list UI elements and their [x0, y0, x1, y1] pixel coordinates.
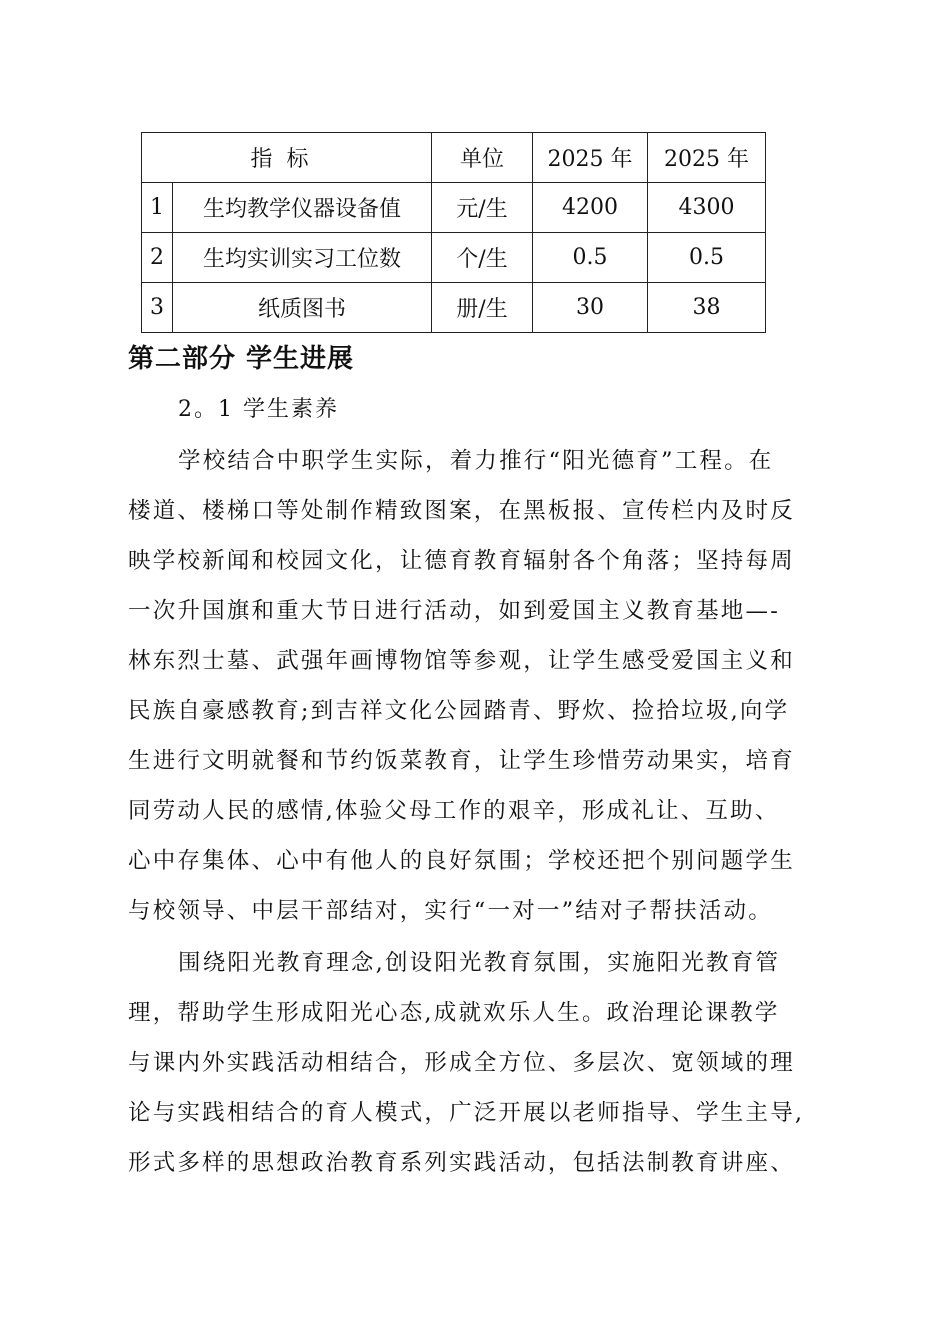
paragraph-1-line-9: 心中存集体、心中有他人的良好氛围；学校还把个别问题学生 — [128, 848, 795, 874]
row-value-2: 0.5 — [648, 233, 766, 283]
paragraph-1-line-8: 同劳动人民的感情,体验父母工作的艰辛，形成礼让、互助、 — [128, 798, 780, 824]
row-value-1: 30 — [533, 283, 648, 333]
table-row — [142, 183, 766, 233]
row-number: 1 — [142, 183, 173, 233]
row-unit: 个/生 — [432, 233, 533, 283]
paragraph-2-line-1: 围绕阳光教育理念,创设阳光教育氛围，实施阳光教育管 — [178, 950, 781, 976]
row-number: 2 — [142, 233, 173, 283]
table-row — [142, 233, 766, 283]
row-number: 3 — [142, 283, 173, 333]
paragraph-2-line-4: 论与实践相结合的育人模式，广泛开展以老师指导、学生主导, — [128, 1100, 805, 1126]
row-value-2: 38 — [648, 283, 766, 333]
paragraph-2-line-3: 与课内外实践活动相结合，形成全方位、多层次、宽领域的理 — [128, 1050, 795, 1076]
row-unit: 元/生 — [432, 183, 533, 233]
paragraph-1-line-5: 林东烈士墓、武强年画博物馆等参观，让学生感受爱国主义和 — [128, 648, 795, 674]
subsection-title: 2。1 学生素养 — [178, 397, 339, 422]
row-indicator-name: 生均实训实习工位数 — [173, 233, 432, 283]
row-value-1: 4200 — [533, 183, 648, 233]
row-value-2: 4300 — [648, 183, 766, 233]
paragraph-1-line-6: 民族自豪感教育;到吉祥文化公园踏青、野炊、捡拾垃圾,向学 — [128, 698, 790, 724]
paragraph-1-line-1: 学校结合中职学生实际，着力推行“阳光德育”工程。在 — [178, 448, 774, 474]
paragraph-1-line-2: 楼道、楼梯口等处制作精致图案，在黑板报、宣传栏内及时反 — [128, 498, 795, 524]
header-indicator: 指标 — [142, 133, 432, 183]
paragraph-1-line-7: 生进行文明就餐和节约饭菜教育，让学生珍惜劳动果实，培育 — [128, 748, 795, 774]
paragraph-2-line-2: 理，帮助学生形成阳光心态,成就欢乐人生。政治理论课教学 — [128, 1000, 780, 1026]
header-year-1: 2025 年 — [533, 133, 648, 183]
section-title: 第二部分 学生进展 — [128, 344, 355, 374]
header-unit: 单位 — [432, 133, 533, 183]
paragraph-1-line-3: 映学校新闻和校园文化，让德育教育辐射各个角落；坚持每周 — [128, 548, 795, 574]
table-header-row — [142, 133, 766, 183]
paragraph-1-line-10: 与校领导、中层干部结对，实行“一对一”结对子帮扶活动。 — [128, 898, 773, 924]
paragraph-1-line-4: 一次升国旗和重大节日进行活动，如到爱国主义教育基地—- — [128, 598, 781, 624]
row-value-1: 0.5 — [533, 233, 648, 283]
row-indicator-name: 纸质图书 — [173, 283, 432, 333]
indicator-table — [141, 132, 766, 333]
row-indicator-name: 生均教学仪器设备值 — [173, 183, 432, 233]
row-unit: 册/生 — [432, 283, 533, 333]
table-row — [142, 283, 766, 333]
header-year-2: 2025 年 — [648, 133, 766, 183]
paragraph-2-line-5: 形式多样的思想政治教育系列实践活动，包括法制教育讲座、 — [128, 1150, 795, 1176]
